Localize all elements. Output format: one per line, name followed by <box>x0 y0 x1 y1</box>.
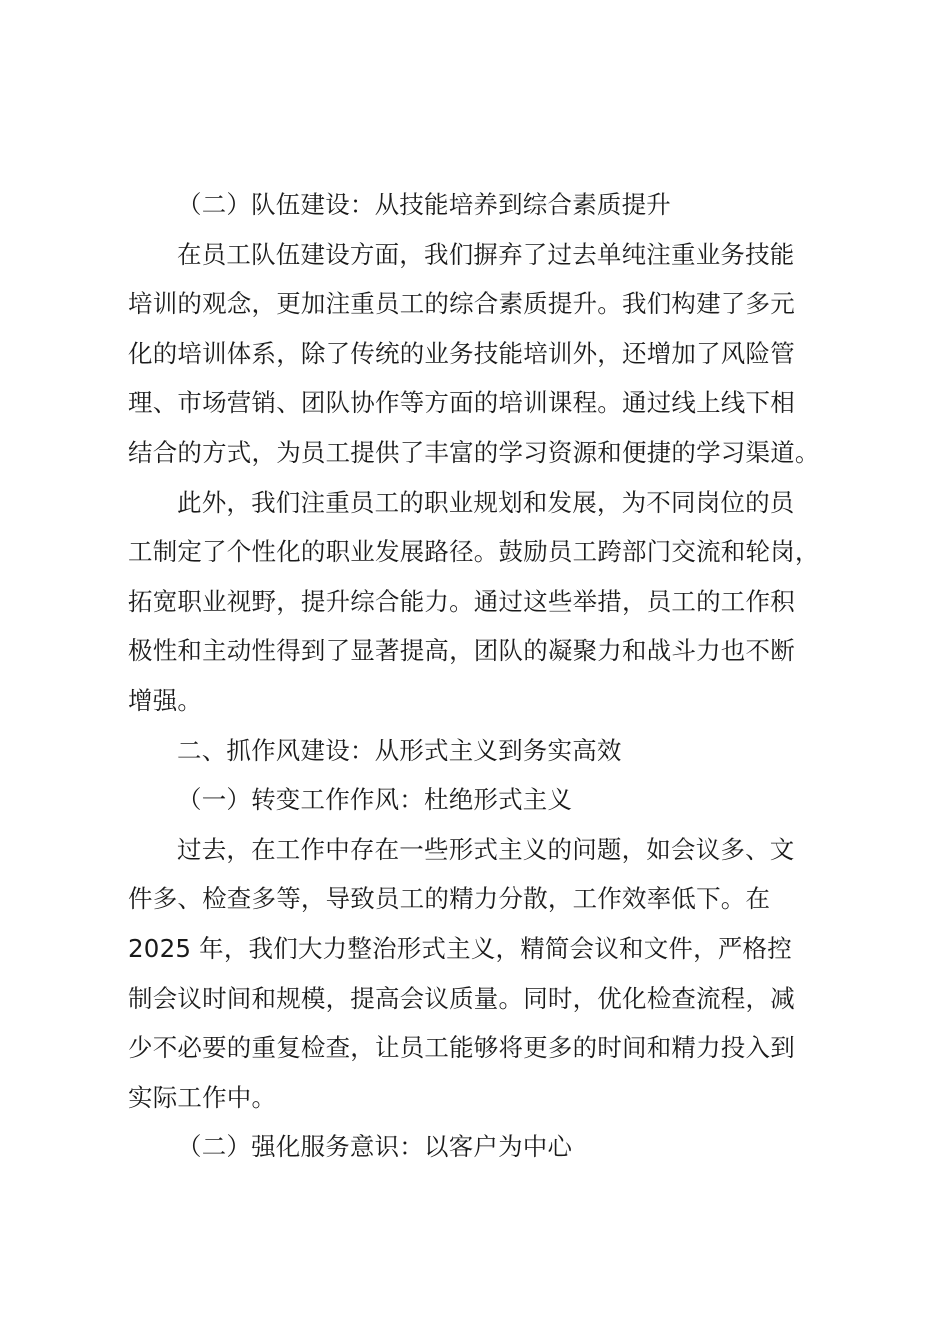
paragraph-line: 培训的观念，更加注重员工的综合素质提升。我们构建了多元 <box>128 289 795 319</box>
paragraph-line: 化的培训体系，除了传统的业务技能培训外，还增加了风险管 <box>128 338 795 368</box>
subsection-heading-team-building: （二）队伍建设：从技能培养到综合素质提升 <box>177 190 671 219</box>
paragraph-line: 过去，在工作中存在一些形式主义的问题，如会议多、文 <box>177 834 795 864</box>
paragraph-line: 2025 年，我们大力整治形式主义，精简会议和文件，严格控 <box>128 933 792 963</box>
paragraph-line: 在员工队伍建设方面，我们摒弃了过去单纯注重业务技能 <box>177 239 795 269</box>
paragraph-line: 少不必要的重复检查，让员工能够将更多的时间和精力投入到 <box>128 1033 795 1063</box>
paragraph-staff-training <box>128 230 844 478</box>
paragraph-line: 结合的方式，为员工提供了丰富的学习资源和便捷的学习渠道。 <box>128 437 820 467</box>
paragraph-line: 工制定了个性化的职业发展路径。鼓励员工跨部门交流和轮岗， <box>128 537 820 567</box>
document-body <box>128 180 844 1172</box>
paragraph-anti-formalism <box>128 825 844 1123</box>
paragraph-line: 拓宽职业视野，提升综合能力。通过这些举措，员工的工作积 <box>128 586 795 616</box>
section-heading-work-style: 二、抓作风建设：从形式主义到务实高效 <box>177 735 622 765</box>
paragraph-line: 此外，我们注重员工的职业规划和发展，为不同岗位的员 <box>177 487 795 517</box>
paragraph-line: 件多、检查多等，导致员工的精力分散，工作效率低下。在 <box>128 884 771 914</box>
paragraph-line: 极性和主动性得到了显著提高，团队的凝聚力和战斗力也不断 <box>128 636 795 666</box>
paragraph-line: 实际工作中。 <box>128 1082 277 1112</box>
paragraph-line: 理、市场营销、团队协作等方面的培训课程。通过线上线下相 <box>128 388 795 418</box>
subsection-heading-service-awareness: （二）强化服务意识：以客户为中心 <box>177 1132 573 1162</box>
paragraph-line: 制会议时间和规模，提高会议质量。同时，优化检查流程，减 <box>128 983 795 1013</box>
subsection-heading-change-work-style: （一）转变工作作风：杜绝形式主义 <box>177 785 573 815</box>
paragraph-line: 增强。 <box>128 685 203 715</box>
paragraph-career-planning <box>128 478 844 726</box>
